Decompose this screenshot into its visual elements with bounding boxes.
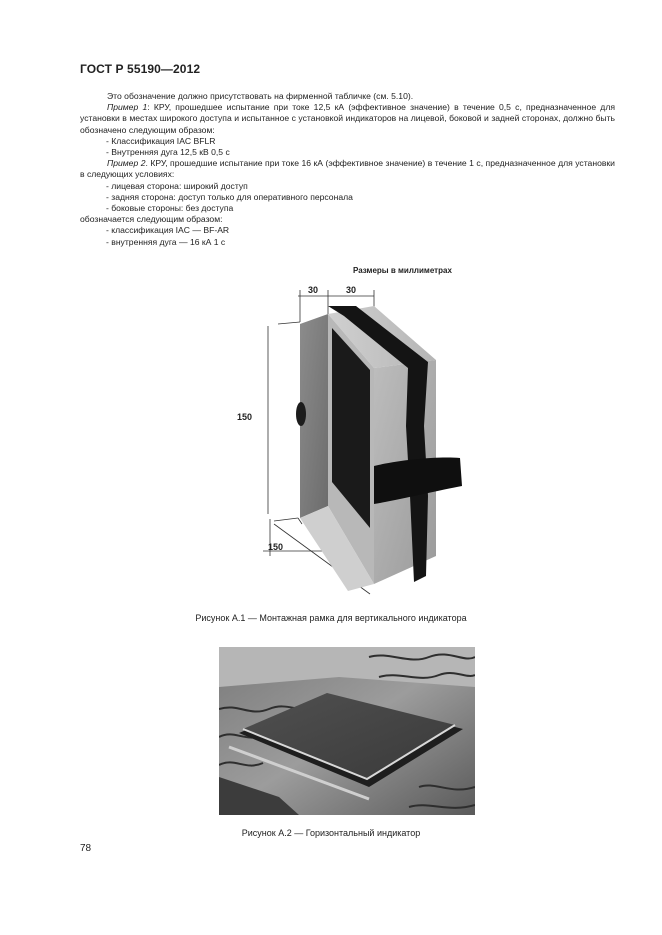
list-item: - Классификация IAC BFLR xyxy=(106,135,216,146)
list-item: - Внутренняя дуга 12,5 кВ 0,5 с xyxy=(106,147,230,158)
example-1 xyxy=(80,102,615,136)
figure-1-mounting-frame xyxy=(228,276,478,601)
dim-label-height: 150 xyxy=(237,412,253,422)
list-item: - классификация IAC — BF-AR xyxy=(106,225,230,236)
document-header: ГОСТ Р 55190—2012 xyxy=(80,62,201,76)
example-2 xyxy=(80,158,615,180)
dim-label-width-b: 30 xyxy=(346,285,357,295)
figure-2-caption: Рисунок А.2 — Горизонтальный индикатор xyxy=(241,828,421,838)
paragraph-nameplate: Это обозначение должно присутствовать на фирменной табличке (см. 5.10). xyxy=(107,91,414,101)
page-number: 78 xyxy=(80,843,92,854)
list-item: - лицевая сторона: широкий доступ xyxy=(106,180,248,191)
body-text xyxy=(80,91,615,248)
figure-2-horizontal-indicator-photo xyxy=(219,647,475,815)
designation-line: обозначается следующим образом: xyxy=(80,214,223,225)
example-1-text: : КРУ, прошедшее испытание при токе 12,5 кА (эффективное значение) в течение 0,5 с, предназначенное для установки в местах широкого доступа и испытанное с установкой индикаторов на лицевой, боковой и задней сторонах, должно быть обозначено следующим образом: xyxy=(80,102,615,135)
list-item: - внутренняя дуга — 16 кА 1 с xyxy=(106,236,226,247)
example-2-label: Пример 2 xyxy=(107,158,146,169)
frame-handle xyxy=(296,402,306,426)
figure-1-title: Размеры в миллиметрах xyxy=(353,266,452,275)
figure-1-caption: Рисунок А.1 — Монтажная рамка для вертикального индикатора xyxy=(195,613,467,623)
example-2-text: . КРУ, прошедшие испытание при токе 16 кА (эффективное значение) в течение 1 с, предназначенное для установки в следующих условиях: xyxy=(80,158,615,180)
dim-label-width-a: 30 xyxy=(308,285,319,295)
dim-label-depth: 150 xyxy=(268,542,284,552)
example-1-label: Пример 1 xyxy=(107,102,148,113)
list-item: - задняя сторона: доступ только для оперативного персонала xyxy=(106,191,353,202)
list-item: - боковые стороны: без доступа xyxy=(106,203,234,214)
